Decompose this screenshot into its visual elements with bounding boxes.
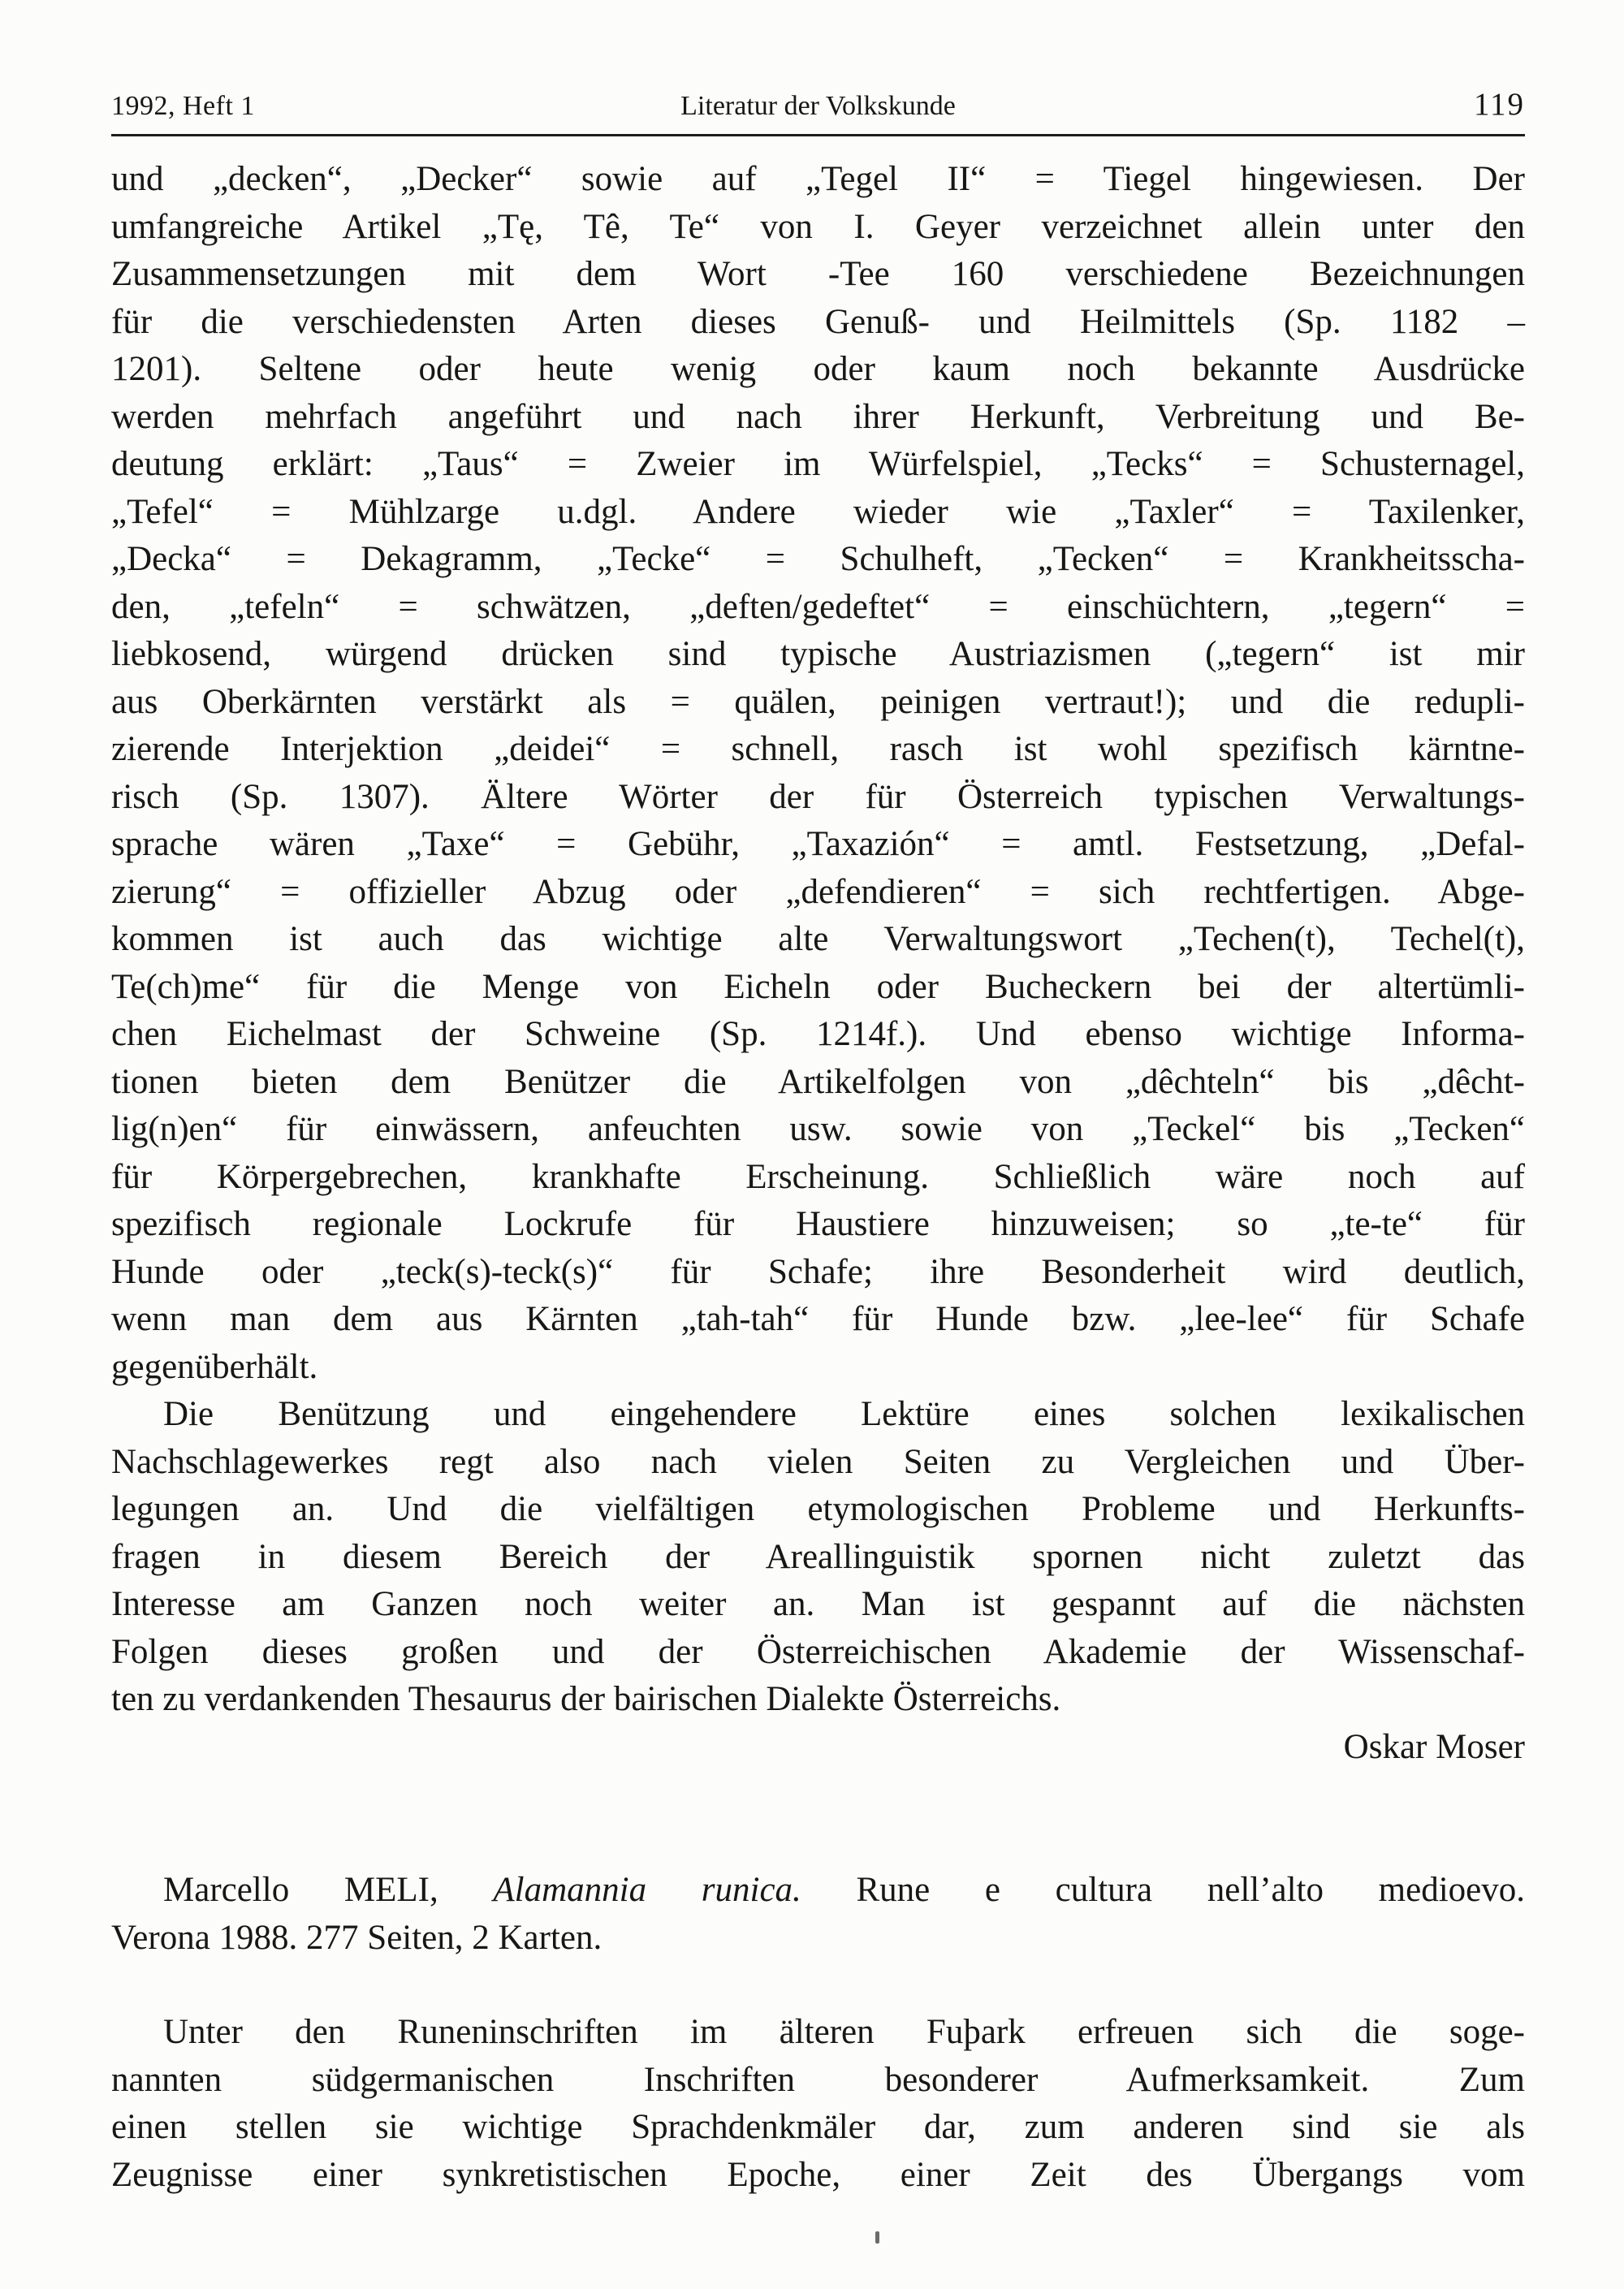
text-line: Zusammensetzungen mit dem Wort -Tee 160 verschiedene Bezeichnungen [111, 255, 1525, 293]
review-meli [111, 1867, 1525, 2199]
text-line: Interesse am Ganzen noch weiter an. Man ist gespannt auf die nächsten [111, 1585, 1525, 1623]
text-line: Hunde oder „teck(s)-teck(s)“ für Schafe; ihre Besonderheit wird deutlich, [111, 1252, 1525, 1291]
text-line: Zeugnisse einer synkretistischen Epoche, einer Zeit des Übergangs vom [111, 2155, 1525, 2194]
text-line: zierende Interjektion „deidei“ = schnell, rasch ist wohl spezifisch kärntne- [111, 730, 1525, 768]
closing-paragraph [111, 1391, 1525, 1724]
text-line: sprache wären „Taxe“ = Gebühr, „Taxazión“ = amtl. Festsetzung, „Defal- [111, 825, 1525, 863]
reviewer-signature: Oskar Moser [1343, 1727, 1525, 1766]
text-line: Verona 1988. 277 Seiten, 2 Karten. [111, 1918, 603, 1957]
page-content [111, 86, 1525, 2199]
text-line: Te(ch)me“ für die Menge von Eicheln oder Bucheckern bei der altertümli- [111, 967, 1525, 1006]
text-line: Nachschlagewerkes regt also nach vielen Seiten zu Vergleichen und Über- [111, 1442, 1525, 1481]
text-line: Unter den Runeninschriften im älteren Fuþark erfreuen sich die soge- [163, 2013, 1525, 2051]
text-line: 1201). Seltene oder heute wenig oder kaum noch bekannte Ausdrücke [111, 350, 1525, 388]
review-moser [111, 156, 1525, 1771]
text-line: aus Oberkärnten verstärkt als = quälen, peinigen vertraut!); und die redupli- [111, 682, 1525, 721]
text-line: fragen in diesem Bereich der Areallinguistik spornen nicht zuletzt das [111, 1537, 1525, 1576]
text-line: und „decken“, „Decker“ sowie auf „Tegel II“ = Tiegel hingewiesen. Der [111, 160, 1525, 198]
scan-artifact-mark [875, 2231, 879, 2244]
text-line: umfangreiche Artikel „Tę, Tê, Te“ von I. Geyer verzeichnet allein unter den [111, 207, 1525, 246]
text-line: nannten südgermanischen Inschriften besonderer Aufmerksamkeit. Zum [111, 2060, 1525, 2099]
text-line: „Tefel“ = Mühlzarge u.dgl. Andere wieder wie „Taxler“ = Taxilenker, [111, 492, 1525, 531]
page-number: 119 [1473, 87, 1525, 122]
text-line: wenn man dem aus Kärnten „tah-tah“ für Hunde bzw. „lee-lee“ für Schafe [111, 1300, 1525, 1338]
section-title: Literatur der Volkskunde [680, 91, 956, 121]
text-line: deutung erklärt: „Taus“ = Zweier im Würfelspiel, „Tecks“ = Schusternagel, [111, 445, 1525, 483]
running-head [111, 86, 1525, 136]
text-line: ten zu verdankenden Thesaurus der bairischen Dialekte Österreichs. [111, 1680, 1061, 1718]
text-line: tionen bieten dem Benützer die Artikelfolgen von „dêchteln“ bis „dêcht- [111, 1062, 1525, 1101]
text-line: spezifisch regionale Lockrufe für Haustiere hinzuweisen; so „te-te“ für [111, 1205, 1525, 1243]
text-line: Die Benützung und eingehendere Lektüre eines solchen lexikalischen [163, 1395, 1525, 1433]
text-line: kommen ist auch das wichtige alte Verwaltungswort „Techen(t), Techel(t), [111, 920, 1525, 958]
text-line: zierung“ = offizieller Abzug oder „defendieren“ = sich rechtfertigen. Abge- [111, 872, 1525, 911]
text-line: Marcello MELI, Alamannia runica. Rune e cultura nell’alto medioevo. [163, 1871, 1525, 1909]
text-line: Folgen dieses großen und der Österreichischen Akademie der Wissenschaf- [111, 1632, 1525, 1671]
text-line: lig(n)en“ für einwässern, anfeuchten usw. sowie von „Teckel“ bis „Tecken“ [111, 1110, 1525, 1148]
issue-label: 1992, Heft 1 [111, 91, 255, 121]
text-line: werden mehrfach angeführt und nach ihrer Herkunft, Verbreitung und Be- [111, 397, 1525, 436]
text-line: gegenüberhält. [111, 1347, 318, 1386]
text-line: den, „tefeln“ = schwätzen, „deften/gedeftet“ = einschüchtern, „tegern“ = [111, 587, 1525, 626]
opening-paragraph [111, 2009, 1525, 2199]
text-line: einen stellen sie wichtige Sprachdenkmäler dar, zum anderen sind sie als [111, 2108, 1525, 2146]
text-line: liebkosend, würgend drücken sind typische Austriazismen („tegern“ ist mir [111, 635, 1525, 673]
text-line: für Körpergebrechen, krankhafte Erscheinung. Schließlich wäre noch auf [111, 1157, 1525, 1196]
text-line: für die verschiedensten Arten dieses Genuß- und Heilmittels (Sp. 1182 – [111, 302, 1525, 341]
text-line: legungen an. Und die vielfältigen etymologischen Probleme und Herkunfts- [111, 1490, 1525, 1528]
text-line: „Decka“ = Dekagramm, „Tecke“ = Schulheft, „Tecken“ = Krankheitsscha- [111, 540, 1525, 578]
review-body [111, 156, 1525, 2199]
text-line: risch (Sp. 1307). Ältere Wörter der für Österreich typischen Verwaltungs- [111, 777, 1525, 816]
text-line: chen Eichelmast der Schweine (Sp. 1214f.). Und ebenso wichtige Informa- [111, 1015, 1525, 1053]
book-citation [111, 1867, 1525, 1962]
paragraph-continuation [111, 156, 1525, 1391]
